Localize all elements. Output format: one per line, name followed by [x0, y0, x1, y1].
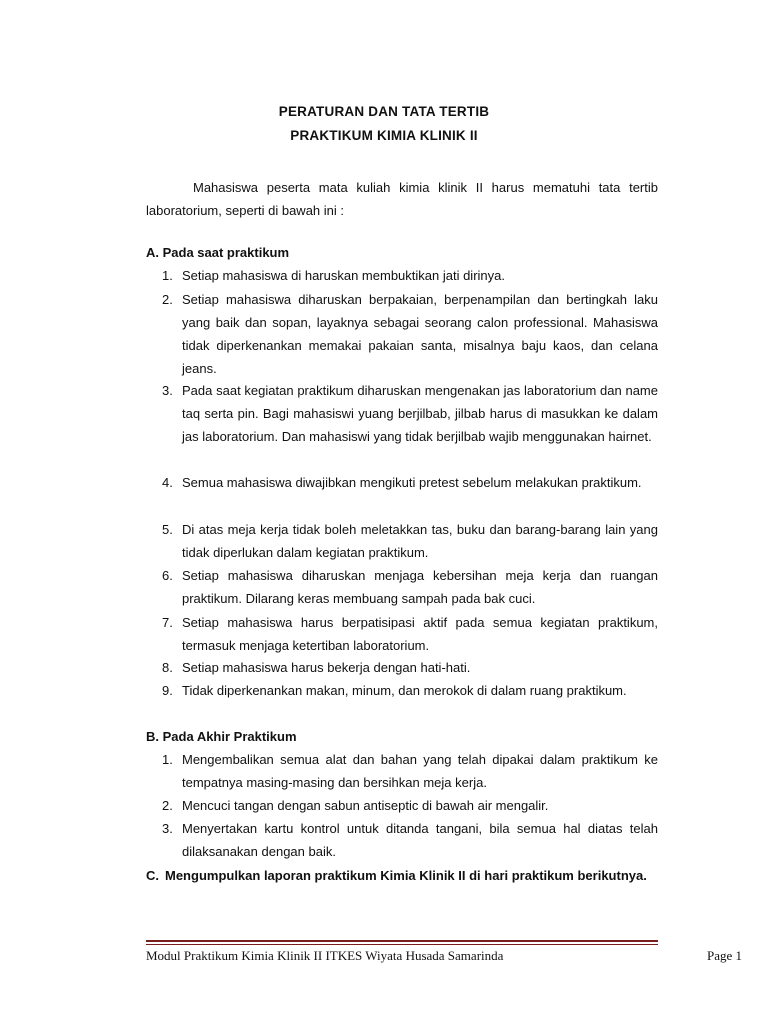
- list-item: [162, 288, 658, 380]
- page-number: Page 1: [707, 948, 743, 963]
- list-item: [162, 264, 658, 287]
- list-item: [162, 679, 658, 702]
- list-item-text: Setiap mahasiswa diharuskan menjaga kebersihan meja kerja dan ruangan praktikum. Dilarang keras membuang sampah pada bak cuci.: [182, 568, 658, 606]
- section-c-label: C.: [146, 868, 159, 883]
- list-item-text: Tidak diperkenankan makan, minum, dan merokok di dalam ruang praktikum.: [182, 683, 627, 698]
- document-title: PERATURAN DAN TATA TERTIB: [278, 104, 490, 119]
- list-item-text: Mencuci tangan dengan sabun antiseptic di bawah air mengalir.: [182, 798, 549, 813]
- section-c: [146, 864, 658, 887]
- footer-rule-thick: [146, 940, 658, 942]
- list-item-number: 2.: [162, 292, 173, 307]
- list-item-text: Pada saat kegiatan praktikum diharuskan mengenakan jas laboratorium dan name taq serta pin. Bagi mahasiswi yuang berjilbab, jilbab harus di masukkan ke dalam jas laboratorium. Dan mahasiswi yang tidak berjilbab wajib menggunakan hairnet.: [182, 383, 658, 444]
- list-item: [162, 611, 658, 657]
- list-item-number: 1.: [162, 752, 173, 767]
- list-item-number: 2.: [162, 798, 173, 813]
- list-item-text: Semua mahasiswa diwajibkan mengikuti pretest sebelum melakukan praktikum.: [182, 475, 642, 490]
- list-item: [162, 379, 658, 448]
- section-c-text: Mengumpulkan laporan praktikum Kimia Klinik II di hari praktikum berikutnya.: [165, 868, 647, 883]
- list-item-number: 7.: [162, 615, 173, 630]
- list-item-text: Setiap mahasiswa di haruskan membuktikan jati dirinya.: [182, 268, 505, 283]
- list-item-number: 8.: [162, 660, 173, 675]
- list-item-number: 3.: [162, 821, 173, 836]
- intro-paragraph: Mahasiswa peserta mata kuliah kimia klinik II harus mematuhi tata tertib laboratorium, seperti di bawah ini :: [146, 180, 658, 218]
- list-item: [162, 471, 658, 494]
- list-item-text: Setiap mahasiswa harus bekerja dengan hati-hati.: [182, 660, 471, 675]
- list-item-number: 3.: [162, 383, 173, 398]
- list-item: [162, 748, 658, 794]
- list-item-text: Menyertakan kartu kontrol untuk ditanda tangani, bila semua hal diatas telah dilaksanakan dengan baik.: [182, 821, 658, 859]
- list-item-text: Di atas meja kerja tidak boleh meletakkan tas, buku dan barang-barang lain yang tidak diperlukan dalam kegiatan praktikum.: [182, 522, 658, 560]
- list-item-number: 6.: [162, 568, 173, 583]
- list-item-text: Setiap mahasiswa diharuskan berpakaian, berpenampilan dan bertingkah laku yang baik dan sopan, layaknya sebagai seorang calon professional. Mahasiswa tidak diperkenankan memakai pakaian santa, misalnya baju kaos, dan celana jeans.: [182, 292, 658, 376]
- section-b-heading: B. Pada Akhir Praktikum: [146, 729, 297, 744]
- list-item-text: Mengembalikan semua alat dan bahan yang telah dipakai dalam praktikum ke tempatnya masing-masing dan bersihkan meja kerja.: [182, 752, 658, 790]
- list-item-text: Setiap mahasiswa harus berpatisipasi aktif pada semua kegiatan praktikum, termasuk menjaga ketertiban laboratorium.: [182, 615, 658, 653]
- list-item-number: 9.: [162, 683, 173, 698]
- list-item: [162, 817, 658, 863]
- document-subtitle: PRAKTIKUM KIMIA KLINIK II: [290, 128, 478, 143]
- list-item: [162, 656, 658, 679]
- list-item: [162, 794, 658, 817]
- list-item: [162, 518, 658, 564]
- list-item: [162, 564, 658, 610]
- list-item-number: 1.: [162, 268, 173, 283]
- section-a-heading: A. Pada saat praktikum: [146, 245, 290, 260]
- footer-rule-thin: [146, 944, 658, 945]
- footer-module-title: Modul Praktikum Kimia Klinik II ITKES Wiyata Husada Samarinda: [146, 948, 504, 963]
- list-item-number: 5.: [162, 522, 173, 537]
- list-item-number: 4.: [162, 475, 173, 490]
